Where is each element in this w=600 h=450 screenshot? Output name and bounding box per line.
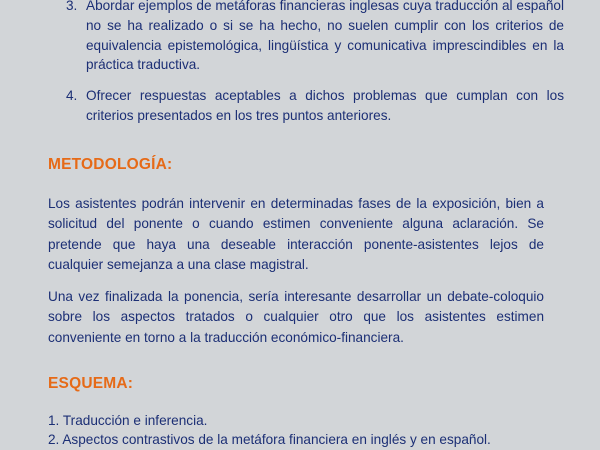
- outline-heading: ESQUEMA:: [48, 375, 134, 392]
- methodology-paragraph-2: Una vez finalizada la ponencia, sería interesante desarrollar un debate-coloquio sobre los aspectos tratados o cualquier otro que los asistentes estimen conveniente en torno a la traducción económico-financiera.: [48, 289, 544, 345]
- list-item-text: Abordar ejemplos de metáforas financieras inglesas cuya traducción al español no se ha realizado o si se ha hecho, no suelen cumplir con los criterios de equivalencia epistemológica, lingüística y comunicativa imprescindibles en la práctica traductiva.: [86, 0, 564, 73]
- outline-item-1: 1. Traducción e inferencia.: [48, 413, 208, 428]
- list-number: 4.: [66, 88, 78, 103]
- objective-item-4: [66, 86, 564, 126]
- objective-item-3: [66, 0, 564, 75]
- methodology-heading: METODOLOGÍA:: [48, 156, 173, 173]
- methodology-paragraph-1: Los asistentes podrán intervenir en determinadas fases de la exposición, bien a solicitud del ponente o cuando estimen conveniente alguna aclaración. Se pretende que haya una deseable interacción ponente-asistentes lejos de cualquier semejanza a una clase magistral.: [48, 196, 544, 273]
- outline-item-2: 2. Aspectos contrastivos de la metáfora financiera en inglés y en español.: [48, 432, 491, 447]
- list-number: 3.: [66, 0, 78, 13]
- list-item-text: Ofrecer respuestas aceptables a dichos problemas que cumplan con los criterios presentados en los tres puntos anteriores.: [86, 88, 564, 123]
